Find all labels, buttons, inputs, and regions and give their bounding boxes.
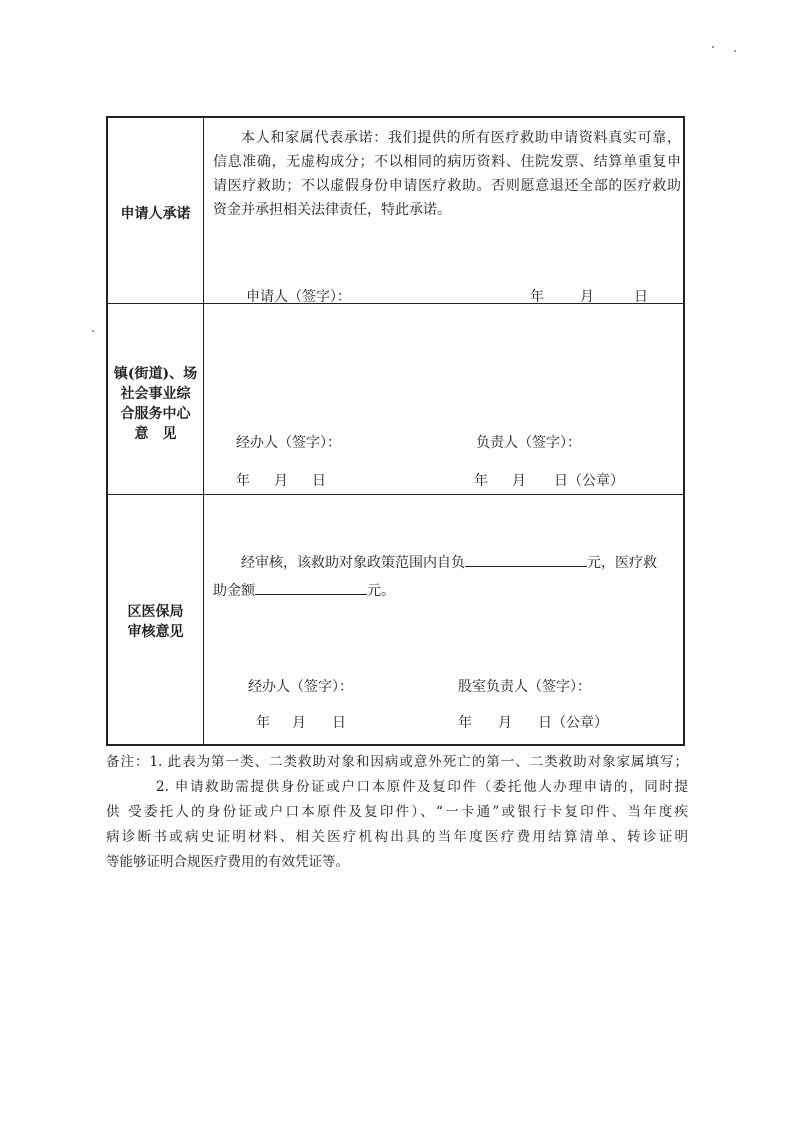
remarks [106,750,688,875]
town-label-line: 镇(街道)、场 [113,366,198,382]
promise-line: 信息准确，无虚构成分；不以相同的病历资料、住院发票、结算单重复申 [213,154,681,170]
bureau-label-line: 审核意见 [127,624,184,640]
date-day: 日 [634,289,648,305]
promise-text [213,126,681,222]
date-month: 月 [498,715,512,731]
remark-line: 供 受委托人的身份证或户口本原件及复印件）、“一卡通”或银行卡复印件、当年度疾 [106,804,688,820]
date-day-seal: 日（公章） [554,473,624,489]
aid-amount-prefix: 助金额 [213,583,255,599]
review-line-1 [241,552,657,572]
promise-line: 本人和家属代表承诺：我们提供的所有医疗救助申请资料真实可靠， [241,130,681,146]
review-prefix: 经审核，该救助对象政策范围内自负 [241,555,465,571]
date-year: 年 [236,473,250,489]
self-pay-amount-blank [465,552,587,567]
row-divider [108,494,683,495]
aid-amount-blank [255,580,367,595]
date-month: 月 [292,715,306,731]
date-month: 月 [512,473,526,489]
date-year: 年 [458,715,472,731]
date-month: 月 [274,473,288,489]
aid-amount-suffix: 元。 [367,583,395,599]
date-day: 日 [332,715,346,731]
town-label-line: 社会事业综 [120,386,191,402]
date-year: 年 [474,473,488,489]
applicant-signature-label: 申请人（签字）： [246,289,351,305]
date-day: 日 [312,473,326,489]
review-suffix: 元，医疗救 [587,555,657,571]
promise-line: 资金并承担相关法律责任，特此承诺。 [213,202,451,218]
date-month: 月 [580,289,594,305]
scan-speck [92,330,94,332]
promise-label: 申请人承诺 [120,206,191,222]
bureau-handler-signature: 经办人（签字）： [248,679,353,695]
application-form-table [106,116,685,746]
date-year: 年 [530,289,544,305]
remark-line: 备注：1. 此表为第一类、二类救助对象和因病或意外死亡的第一、二类救助对象家属填写； [106,754,688,770]
town-responsible-signature: 负责人（签字）： [476,435,581,451]
row-divider [108,303,683,304]
column-divider [203,118,204,744]
scan-speck [734,50,736,52]
bureau-label [108,602,203,642]
date-year: 年 [256,715,270,731]
promise-line: 请医疗救助；不以虚假身份申请医疗救助。否则愿意退还全部的医疗救助 [213,178,681,194]
remark-line: 病诊断书或病史证明材料、相关医疗机构出具的当年度医疗费用结算清单、转诊证明 [106,829,688,845]
town-handler-signature: 经办人（签字）： [236,435,341,451]
date-day-seal: 日（公章） [538,715,608,731]
town-center-label [108,364,203,444]
remark-line: 等能够证明合规医疗费用的有效凭证等。 [106,854,349,870]
remark-line: 2. 申请救助需提供身份证或户口本原件及复印件（委托他人办理申请的，同时提 [156,779,688,795]
bureau-label-line: 区医保局 [127,604,184,620]
town-label-line: 意 见 [134,426,177,442]
review-line-2 [213,580,395,600]
bureau-responsible-signature: 股室负责人（签字）： [458,679,591,695]
town-label-line: 合服务中心 [120,406,191,422]
scan-speck [712,46,714,48]
